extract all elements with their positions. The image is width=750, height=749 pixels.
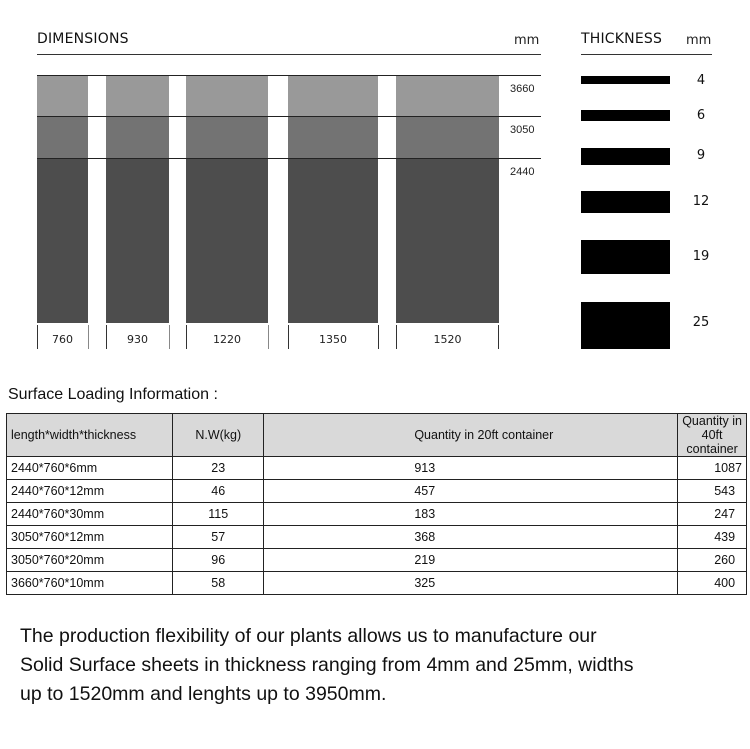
width-tick	[378, 325, 379, 349]
width-tick	[268, 325, 269, 349]
cell-size: 2440*760*12mm	[7, 480, 173, 503]
table-row	[7, 480, 747, 503]
description-line: The production flexibility of our plants allows us to manufacture our	[20, 625, 597, 647]
thickness-label: 25	[692, 315, 710, 330]
table-row	[7, 526, 747, 549]
length-line-3660	[37, 75, 541, 76]
thickness-bar-4	[581, 76, 670, 84]
cell-weight: 96	[173, 549, 264, 572]
dimensions-header-rule	[37, 54, 541, 55]
thickness-label: 9	[696, 148, 706, 163]
thickness-label: 6	[696, 108, 706, 123]
thickness-label: 4	[696, 73, 706, 88]
width-tick	[88, 325, 89, 349]
dimensions-title: DIMENSIONS	[37, 31, 129, 47]
length-label: 3660	[510, 83, 535, 95]
cell-qty-20ft: 219	[264, 549, 678, 572]
cell-weight: 58	[173, 572, 264, 595]
width-label: 930	[127, 333, 148, 346]
width-bar-930	[106, 76, 169, 323]
column-header: Quantity in 20ft container	[264, 414, 678, 457]
cell-qty-20ft: 457	[264, 480, 678, 503]
width-label: 1520	[433, 333, 462, 346]
thickness-label: 12	[692, 194, 710, 209]
cell-qty-40ft: 543	[678, 480, 747, 503]
length-line-2440	[37, 158, 541, 159]
table-row	[7, 457, 747, 480]
cell-qty-20ft: 913	[264, 457, 678, 480]
column-header: length*width*thickness	[7, 414, 173, 457]
table-row	[7, 572, 747, 595]
cell-qty-40ft: 1087	[678, 457, 747, 480]
table-row	[7, 503, 747, 526]
cell-qty-40ft: 247	[678, 503, 747, 526]
width-bar-760	[37, 76, 88, 323]
length-label: 3050	[510, 124, 535, 136]
cell-weight: 23	[173, 457, 264, 480]
description-paragraph	[20, 622, 740, 709]
cell-qty-20ft: 368	[264, 526, 678, 549]
width-tick	[169, 325, 170, 349]
table-title: Surface Loading Information :	[8, 386, 218, 403]
width-bar-1220	[186, 76, 268, 323]
column-header: Quantity in 40ft container	[678, 414, 747, 457]
width-label: 760	[52, 333, 73, 346]
cell-weight: 46	[173, 480, 264, 503]
thickness-bar-19	[581, 240, 670, 274]
thickness-label: 19	[692, 249, 710, 264]
cell-size: 2440*760*30mm	[7, 503, 173, 526]
thickness-header-rule	[581, 54, 712, 55]
cell-qty-40ft: 400	[678, 572, 747, 595]
cell-qty-40ft: 439	[678, 526, 747, 549]
cell-size: 3050*760*20mm	[7, 549, 173, 572]
table-header-row	[7, 414, 747, 457]
description-line: Solid Surface sheets in thickness ranging from 4mm and 25mm, widths	[20, 654, 634, 676]
column-header: N.W(kg)	[173, 414, 264, 457]
thickness-bar-6	[581, 110, 670, 121]
thickness-title: THICKNESS	[581, 31, 663, 47]
dimensions-unit: mm	[514, 33, 540, 48]
length-label: 2440	[510, 166, 535, 178]
cell-size: 3050*760*12mm	[7, 526, 173, 549]
cell-weight: 115	[173, 503, 264, 526]
thickness-unit: mm	[686, 33, 712, 48]
width-bar-1520	[396, 76, 499, 323]
width-label: 1350	[319, 333, 347, 346]
thickness-bar-12	[581, 191, 670, 213]
width-label: 1220	[213, 333, 241, 346]
cell-size: 2440*760*6mm	[7, 457, 173, 480]
cell-qty-40ft: 260	[678, 549, 747, 572]
cell-qty-20ft: 183	[264, 503, 678, 526]
cell-size: 3660*760*10mm	[7, 572, 173, 595]
description-line: up to 1520mm and lenghts up to 3950mm.	[20, 683, 387, 705]
cell-weight: 57	[173, 526, 264, 549]
thickness-bar-25	[581, 302, 670, 349]
table-row	[7, 549, 747, 572]
cell-qty-20ft: 325	[264, 572, 678, 595]
loading-table	[6, 413, 747, 595]
length-line-3050	[37, 116, 541, 117]
width-bar-1350	[288, 76, 378, 323]
thickness-bar-9	[581, 148, 670, 165]
